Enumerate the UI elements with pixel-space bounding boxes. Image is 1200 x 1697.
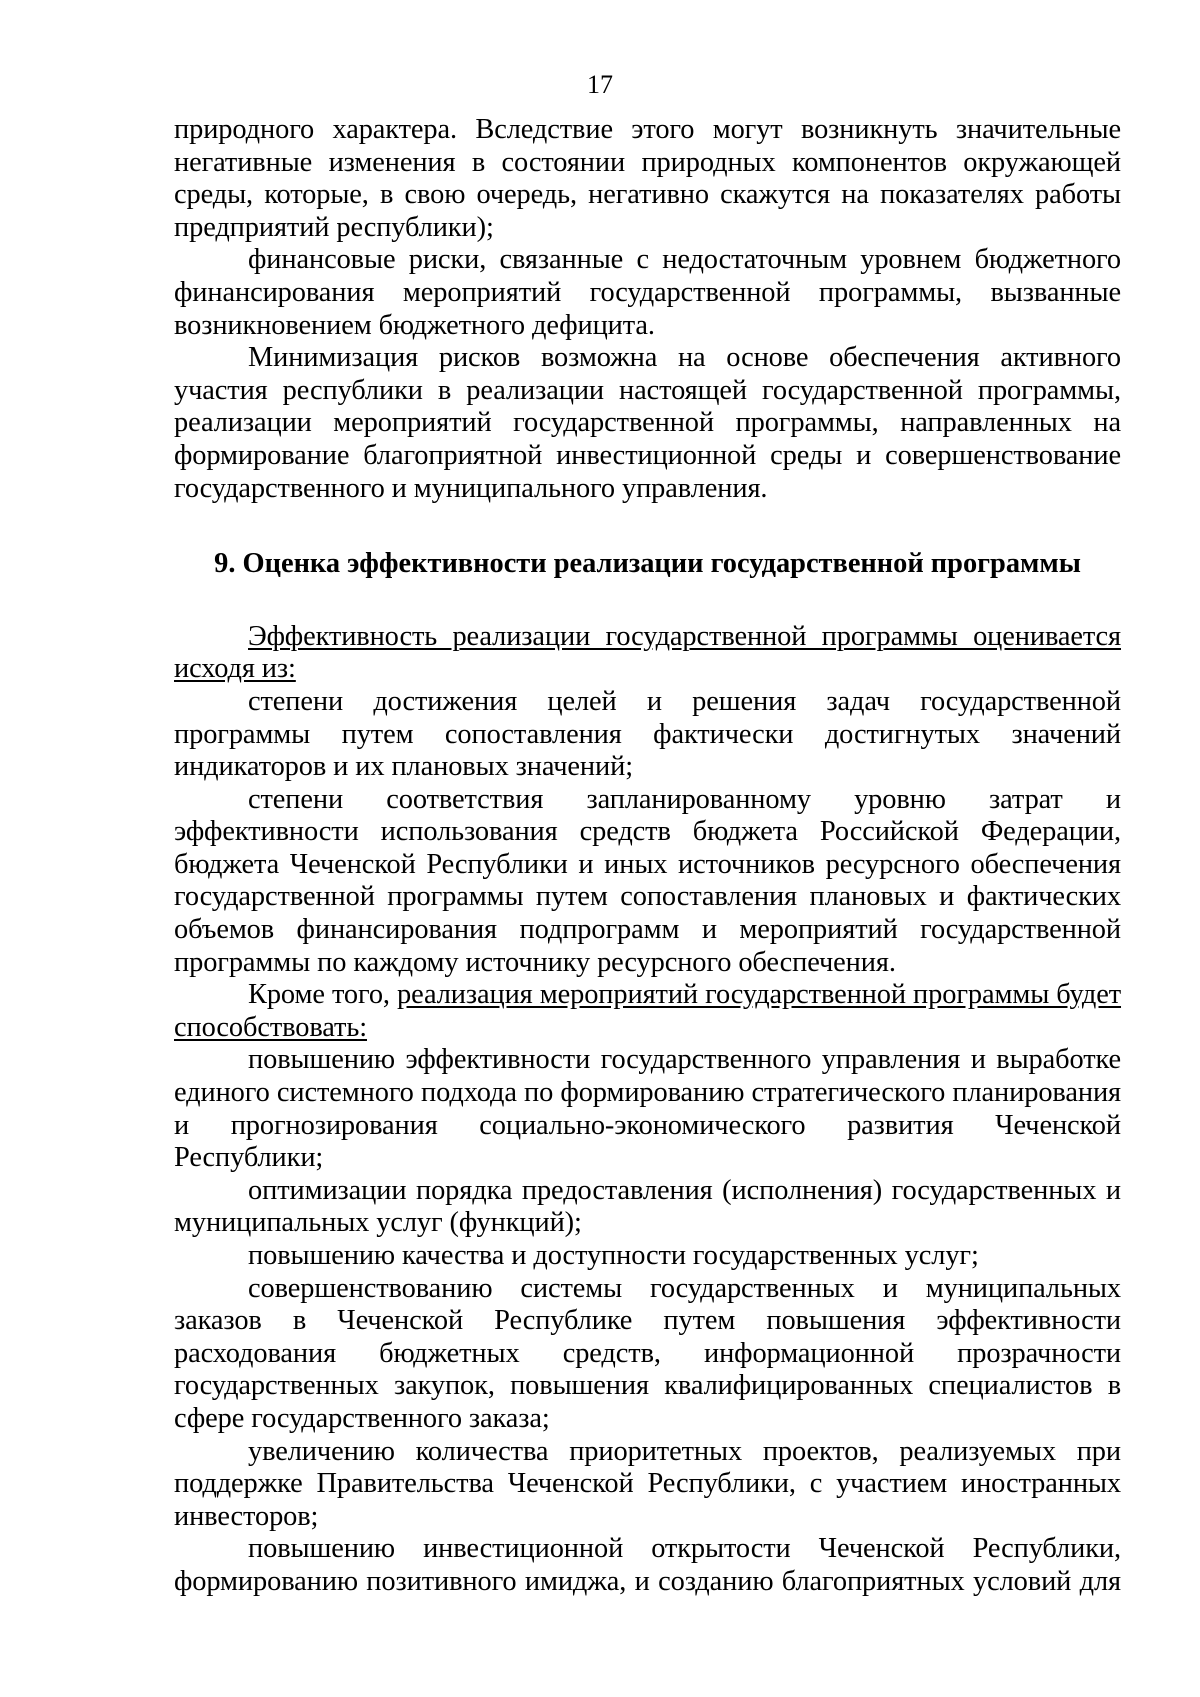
criterion-item: степени соответствия запланированному уровню затрат и эффективности использования средств бюджета Российской Федерации, бюджета Чеченской Республики и иных источников ресурсного обеспечения государственной программы путем сопоставления плановых и фактических объемов финансирования подпрограмм и мероприятий государственной программы по каждому источнику ресурсного обеспечения. [174, 783, 1121, 978]
paragraph-risk-minimization: Минимизация рисков возможна на основе обеспечения активного участия республики в реализации настоящей государственной программы, реализации мероприятий государственной программы, направленных на формирование благоприятной инвестиционной среды и совершенствование государственного и муниципального управления. [174, 342, 1121, 504]
underlined-intro: Эффективность реализации государственной программы оценивается исходя из: [174, 620, 1121, 685]
paragraph-financial-risks: финансовые риски, связанные с недостаточным уровнем бюджетного финансирования мероприятий государственной программы, вызванные возникновением бюджетного дефицита. [174, 244, 1121, 341]
criterion-item: степени достижения целей и решения задач государственной программы путем сопоставления фактически достигнутых значений индикаторов и их плановых значений; [174, 685, 1121, 783]
page-number: 17 [587, 70, 613, 99]
contribution-item: оптимизации порядка предоставления (исполнения) государственных и муниципальных услуг (функций); [174, 1174, 1121, 1239]
contribution-item: повышению качества и доступности государственных услуг; [248, 1240, 979, 1271]
paragraph-evaluation-intro [174, 621, 1121, 686]
contribution-item: повышению эффективности государственного управления и выработке единого системного подхода по формированию стратегического планирования и прогнозирования социально-экономического развития Чеченской Республики; [174, 1044, 1121, 1174]
underlined-additionally: реализация мероприятий государственной программы будет способствовать: [174, 979, 1122, 1043]
additionally-prefix: Кроме того, [248, 979, 398, 1011]
section-heading: 9. Оценка эффективности реализации государственной программы [214, 548, 1081, 580]
contribution-item: совершенствованию системы государственных и муниципальных заказов в Чеченской Республике путем повышения эффективности расходования бюджетных средств, информационной прозрачности государственных закупок, повышения квалифицированных специалистов в сфере государственного заказа; [174, 1272, 1121, 1434]
contribution-item: увеличению количества приоритетных проектов, реализуемых при поддержке Правительства Чеченской Республики, с участием иностранных инвесторов; [174, 1435, 1121, 1532]
document-body [174, 114, 1121, 1599]
contribution-item: повышению инвестиционной открытости Чеченской Республики, формированию позитивного имиджа, и созданию благоприятных условий для [174, 1533, 1121, 1597]
paragraph-environmental-risks: природного характера. Вследствие этого могут возникнуть значительные негативные изменения в состоянии природных компонентов окружающей среды, которые, в свою очередь, негативно скажутся на показателях работы предприятий республики); [174, 114, 1121, 243]
paragraph-additionally [174, 979, 1121, 1044]
